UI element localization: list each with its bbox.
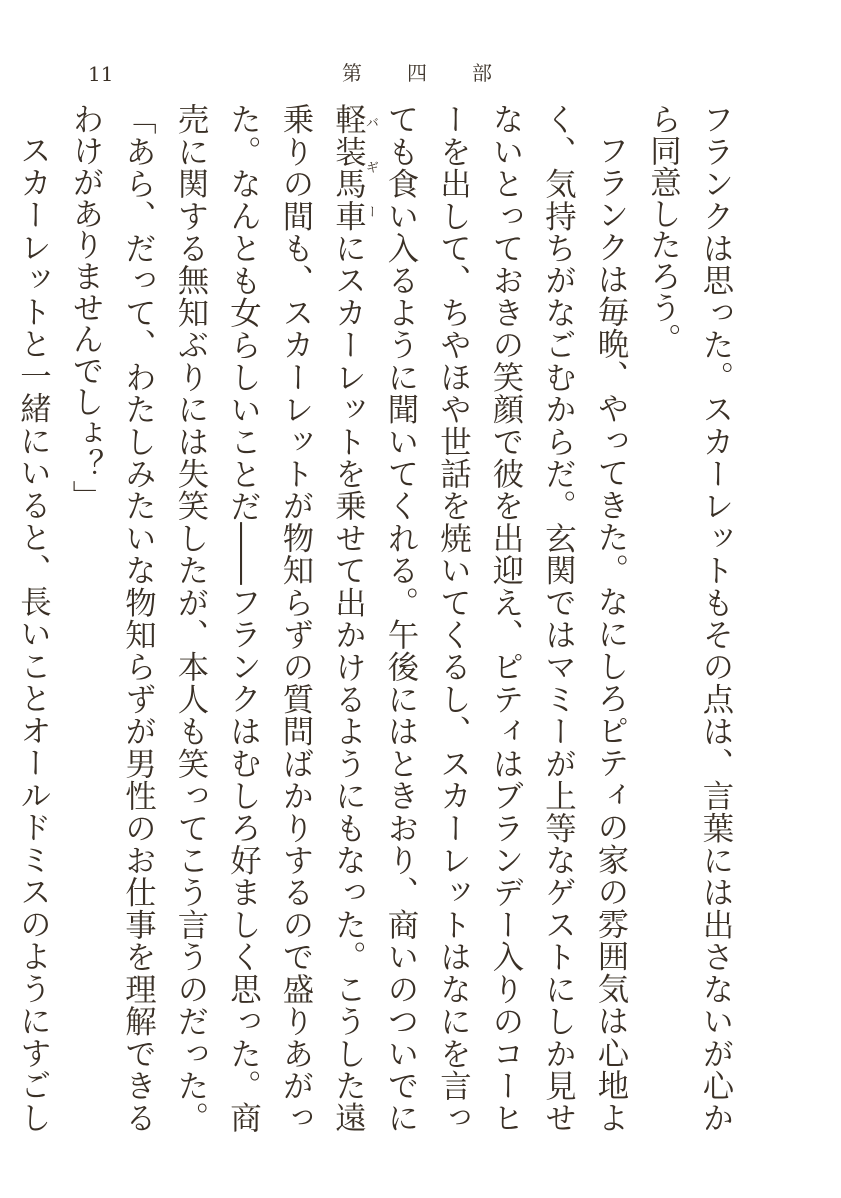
running-head-char: 第 — [342, 61, 362, 85]
paragraph: スカーレットと一緒にいると、長いことオールドミスのようにすごし — [14, 134, 51, 1133]
ruby-reading: バギー — [363, 103, 378, 232]
running-head — [342, 62, 492, 84]
paragraph: フランクは毎晩、やってきた。なにしろピティの家の雰囲気は心地よく、気持ちがなごむからだ。玄関ではマミーが上等なゲストにしか見せないとっておきの笑顔で彼を出迎え、ピティはブランデー入りのコーヒーを出して、ちやほや世話を焼いてくるし、スカーレットはなにを言っても食い入るように聞いてくれる。午後にはときおり、商いのついでに軽装馬車バギーにスカーレットを乗せて出かけるようにもなった。こうした遠乗りの間も、スカーレットが物知らずの質問ばかりするので盛りあがった。なんとも女らしいことだ――フランクはむしろ好ましく思った。商売に関する無知ぶりには失笑したが、本人も笑ってこう言うのだった。「あら、だって、わたしみたいな物知らずが男性のお仕事を理解できるわけがありませんでしょ？」 — [67, 103, 628, 1133]
page-number: 11 — [88, 62, 114, 86]
running-head-char: 四 — [407, 61, 427, 85]
running-head-char: 部 — [472, 61, 492, 85]
paragraph: フランクは思った。スカーレットもその点は、言葉には出さないが心から同意したろう。 — [644, 103, 733, 1133]
ruby-annotation: 軽装馬車バギー — [329, 103, 378, 232]
body-text — [14, 103, 741, 1133]
